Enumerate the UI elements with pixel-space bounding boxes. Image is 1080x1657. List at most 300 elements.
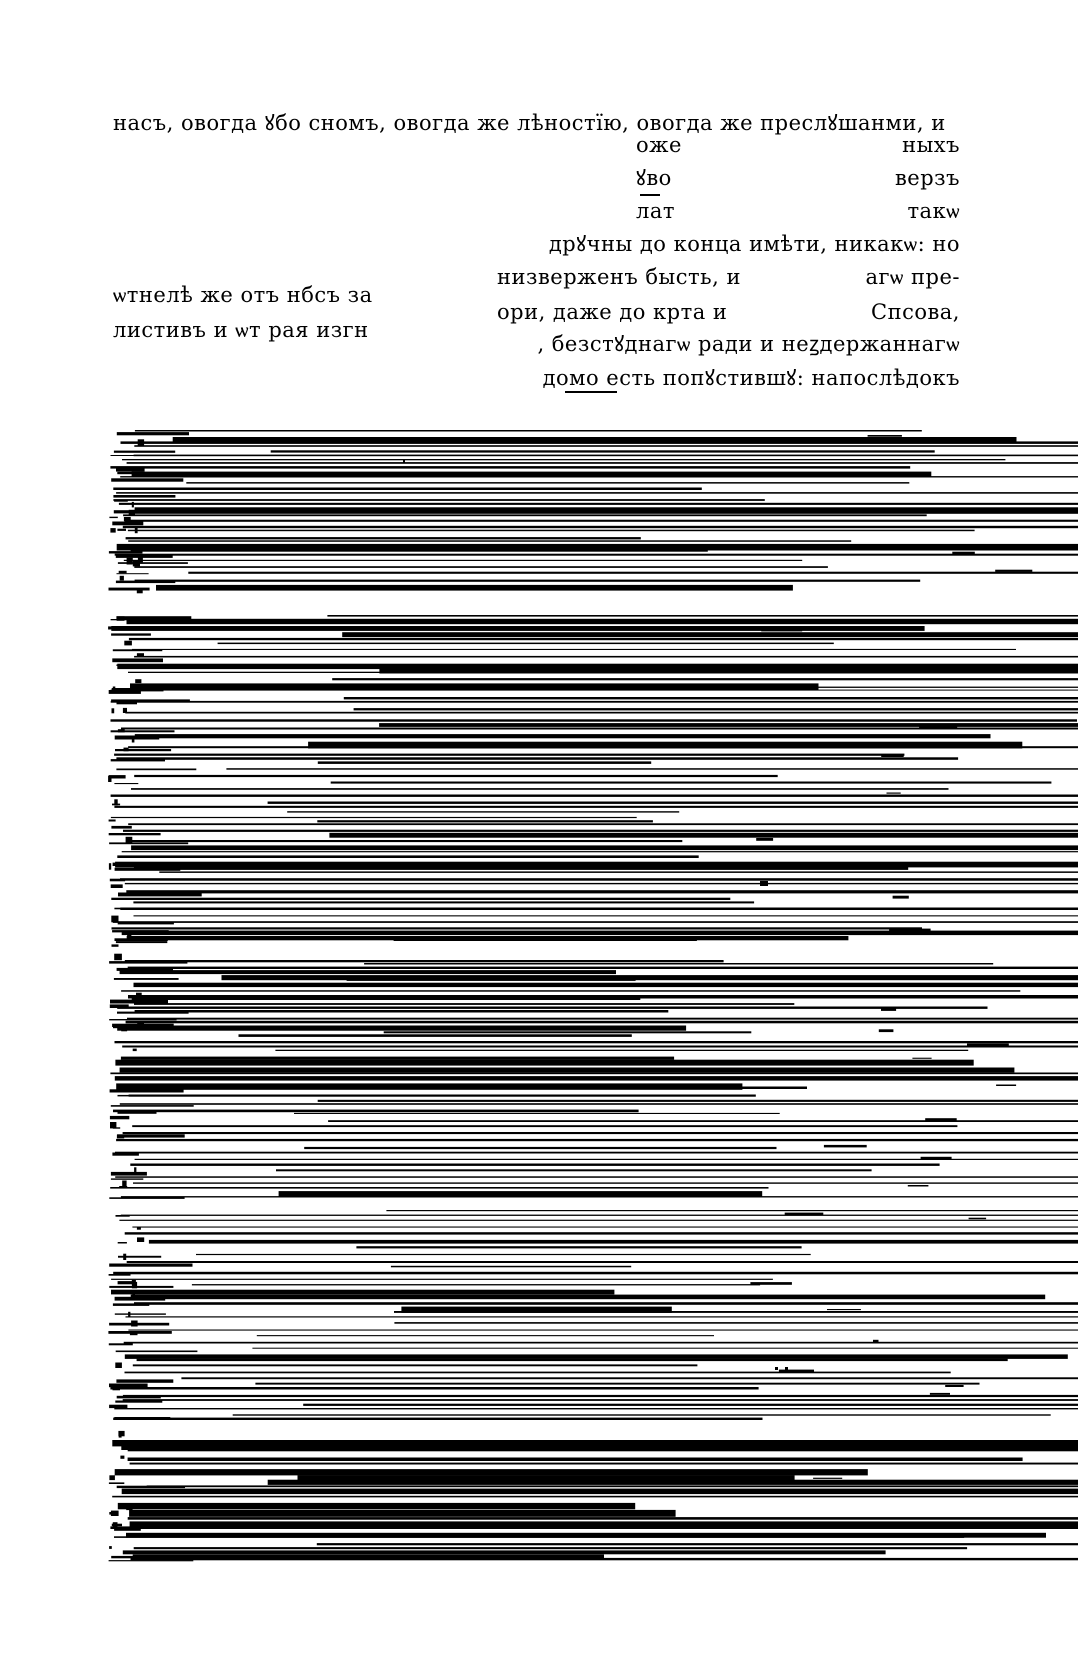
scan-line xyxy=(116,665,127,666)
scan-line xyxy=(125,960,724,962)
scan-line xyxy=(111,759,165,761)
scan-line xyxy=(117,1135,124,1139)
scan-line xyxy=(128,1312,130,1317)
scan-line xyxy=(122,1181,126,1187)
scan-line xyxy=(131,788,949,790)
scan-line xyxy=(226,768,1078,770)
scan-line xyxy=(124,517,131,521)
scan-line xyxy=(110,1122,116,1128)
scan-line xyxy=(128,672,1078,673)
scan-line xyxy=(108,776,111,782)
scan-line xyxy=(114,1408,1078,1409)
scan-line xyxy=(138,439,144,445)
scan-line xyxy=(115,1041,1079,1043)
scan-line xyxy=(123,708,127,713)
scan-line xyxy=(287,811,679,812)
scan-line xyxy=(123,1254,126,1260)
scan-line xyxy=(132,1087,807,1090)
scan-line xyxy=(129,638,1078,640)
scan-line xyxy=(109,1019,176,1020)
text-line-8: , безстꙋднагѡ ради и неꙁдержаннагѡ xyxy=(537,332,960,356)
scan-line xyxy=(134,445,1078,447)
scan-line xyxy=(133,1182,1078,1183)
scan-line xyxy=(127,619,1079,624)
scan-line xyxy=(113,863,194,866)
scan-line xyxy=(252,1348,1078,1349)
scan-line xyxy=(135,507,1078,514)
text-line-6-middle: низверженъ бысть, и xyxy=(497,265,741,289)
scan-line xyxy=(394,939,697,941)
scan-line xyxy=(135,526,138,533)
scan-line xyxy=(133,1049,137,1052)
scan-line xyxy=(116,1215,130,1217)
scan-line xyxy=(127,935,131,938)
scan-line xyxy=(109,1475,115,1480)
scan-line xyxy=(118,1431,124,1436)
scan-line xyxy=(137,1023,144,1028)
text-line-9: домо есть попꙋстившꙋ: напослѣдокъ xyxy=(542,366,960,390)
scan-line xyxy=(126,1316,1079,1317)
scan-line xyxy=(113,1272,1078,1275)
scan-line xyxy=(109,1323,169,1326)
scan-line xyxy=(120,908,1078,911)
scan-line xyxy=(111,701,1078,703)
scan-line xyxy=(111,1279,773,1280)
scan-line xyxy=(116,581,175,584)
scan-line xyxy=(750,1282,792,1285)
scan-line xyxy=(109,820,116,822)
scan-line xyxy=(114,799,117,805)
scan-line xyxy=(239,1034,632,1037)
scan-line xyxy=(109,1274,131,1276)
scan-line xyxy=(128,1450,1078,1452)
scan-line xyxy=(218,643,834,645)
scan-line xyxy=(115,1469,868,1475)
scan-line xyxy=(134,566,828,568)
scan-line xyxy=(945,1385,963,1387)
scan-line xyxy=(112,1496,1078,1498)
scan-line xyxy=(196,1254,811,1255)
scan-line xyxy=(181,1377,1078,1379)
scan-line xyxy=(912,1058,931,1059)
scan-line xyxy=(128,1330,1078,1331)
scan-line xyxy=(109,1405,127,1408)
scan-line xyxy=(122,459,1005,460)
scan-line xyxy=(131,550,708,551)
scan-line xyxy=(109,1560,194,1561)
scan-line xyxy=(132,502,134,508)
scan-line xyxy=(257,1335,714,1336)
text-line-5: дрꙋчны до конца имѣти, никакѡ: но xyxy=(548,232,960,256)
scan-line xyxy=(109,517,117,518)
scan-line xyxy=(121,441,1079,444)
text-line-3-left: ꙋво xyxy=(636,166,672,190)
scan-line xyxy=(115,749,171,751)
scan-line xyxy=(995,570,1032,572)
scan-line xyxy=(268,802,1078,804)
scan-line xyxy=(118,893,202,897)
scan-line xyxy=(131,845,1078,850)
scan-line xyxy=(114,754,904,756)
scan-line xyxy=(126,837,133,844)
scan-line xyxy=(110,466,910,469)
scan-line xyxy=(275,1050,968,1051)
text-line-1: насъ, овогда ꙋбо сномъ, овогда же лѣностїю, овогда же преслꙋшанми, и xyxy=(113,111,946,135)
scan-line xyxy=(111,826,131,829)
scan-line xyxy=(879,1029,894,1032)
scan-line xyxy=(137,590,143,593)
scan-line xyxy=(124,560,802,561)
scan-line xyxy=(116,1379,173,1382)
scan-line xyxy=(318,1100,1078,1102)
scan-line xyxy=(125,1354,1068,1359)
scan-line xyxy=(112,658,163,662)
scan-line xyxy=(268,1480,1078,1485)
scan-line xyxy=(112,1153,138,1156)
scan-line xyxy=(116,555,173,558)
scan-line xyxy=(109,1343,133,1345)
text-line-3-right: верзъ xyxy=(894,166,960,190)
scan-line xyxy=(135,1010,669,1013)
scan-line xyxy=(115,1152,1078,1154)
scan-line xyxy=(125,1232,1078,1234)
scan-line xyxy=(109,842,188,844)
scan-line xyxy=(785,1213,824,1216)
scan-line xyxy=(115,554,1078,556)
scan-line xyxy=(111,478,183,481)
scan-line xyxy=(119,503,1078,505)
scan-line xyxy=(111,455,170,456)
scan-line xyxy=(881,1008,896,1011)
scan-line xyxy=(116,492,1078,494)
scan-line xyxy=(117,1012,189,1014)
scan-line xyxy=(127,1018,1078,1020)
scan-line xyxy=(127,558,133,565)
scan-line xyxy=(109,1546,112,1549)
scan-line xyxy=(138,557,143,562)
scan-line xyxy=(779,1370,814,1373)
scan-line xyxy=(967,1044,1009,1046)
scan-line xyxy=(123,1550,886,1554)
scan-line xyxy=(117,1486,185,1488)
scan-line xyxy=(121,1057,674,1060)
scan-line xyxy=(317,1543,1078,1545)
scan-line xyxy=(364,963,993,965)
scan-line xyxy=(128,1458,1023,1462)
scan-line xyxy=(827,1309,861,1310)
scan-line xyxy=(112,708,115,713)
scan-line xyxy=(893,896,909,899)
scan-line xyxy=(109,551,143,553)
scan-line xyxy=(127,462,1078,464)
scan-line xyxy=(223,687,1078,688)
scan-line xyxy=(147,1485,1078,1487)
scan-line xyxy=(128,540,851,542)
scan-line xyxy=(115,938,168,941)
scan-line xyxy=(344,697,1078,699)
scan-line xyxy=(131,1558,1079,1560)
scan-line xyxy=(115,868,181,871)
scan-line xyxy=(331,782,1052,784)
scan-line xyxy=(873,1340,879,1342)
scan-line xyxy=(109,690,141,694)
scan-line xyxy=(122,931,1078,936)
scan-line xyxy=(111,884,123,888)
scan-line xyxy=(131,840,682,842)
scan-line xyxy=(117,472,143,474)
scan-line xyxy=(134,915,1079,916)
scan-line xyxy=(121,1215,1078,1216)
scan-line xyxy=(111,1172,147,1176)
scan-line xyxy=(137,1227,141,1230)
scan-line xyxy=(356,1246,801,1248)
scan-line xyxy=(114,1527,141,1531)
scan-line xyxy=(134,866,908,870)
scan-line xyxy=(132,649,1016,650)
scan-line xyxy=(115,1297,166,1301)
scan-line xyxy=(131,1321,138,1327)
scan-line xyxy=(114,451,175,453)
scan-line xyxy=(121,1506,125,1509)
scan-line xyxy=(135,580,921,582)
scan-line xyxy=(109,1512,112,1515)
scan-line xyxy=(919,726,957,728)
scan-line xyxy=(118,729,125,732)
scan-line xyxy=(117,855,698,858)
scan-line xyxy=(110,1000,168,1004)
text-line-4-right: такѡ xyxy=(907,199,960,223)
text-line-7-right: Спсова, xyxy=(871,300,960,324)
scan-line xyxy=(394,1322,1078,1324)
text-line-7-middle: ори, даже до крта и xyxy=(497,300,728,324)
scan-line xyxy=(159,871,1078,873)
scan-line xyxy=(119,1220,1078,1221)
scan-line xyxy=(329,833,1078,838)
scan-line xyxy=(113,1387,121,1391)
scan-line xyxy=(111,795,1078,797)
scan-line xyxy=(186,482,909,484)
scan-line xyxy=(113,921,1078,923)
scan-line xyxy=(113,1418,762,1420)
scan-line xyxy=(327,615,1078,617)
scan-line xyxy=(135,430,922,432)
scan-line xyxy=(113,488,702,491)
scan-line xyxy=(271,450,935,452)
scan-line xyxy=(133,1364,698,1366)
scan-line xyxy=(898,864,935,866)
scan-line xyxy=(120,476,1078,477)
scan-line xyxy=(129,1095,756,1097)
scan-line xyxy=(111,817,637,818)
scan-line xyxy=(114,908,181,910)
text-line-6-right: агѡ пре- xyxy=(865,265,960,289)
scan-line xyxy=(111,1178,143,1179)
scan-line xyxy=(136,993,142,997)
text-line-4-left: лат xyxy=(636,199,675,223)
scan-line xyxy=(111,1290,614,1295)
scan-line xyxy=(132,998,641,1000)
scan-line xyxy=(110,879,125,882)
scan-line xyxy=(134,455,1078,457)
scan-line xyxy=(121,1196,1078,1197)
scan-line xyxy=(135,679,141,683)
scan-line xyxy=(120,1103,1078,1105)
scan-line xyxy=(328,1120,1078,1122)
scan-line xyxy=(137,653,144,657)
scan-line xyxy=(121,728,1078,730)
scan-line xyxy=(115,1401,162,1403)
scan-line xyxy=(117,573,149,574)
scan-line xyxy=(134,983,1079,987)
text-line-6-left: ѡтнелѣ же отъ нбсъ за xyxy=(113,283,373,307)
scan-line xyxy=(132,1125,957,1127)
scan-line xyxy=(149,1240,1078,1244)
scan-line xyxy=(120,576,124,581)
scan-line xyxy=(115,1076,1078,1081)
scan-line xyxy=(114,510,140,513)
scan-line xyxy=(394,1311,1078,1313)
scan-line xyxy=(112,944,119,946)
scan-line xyxy=(124,520,1078,522)
text-line-2-right: ныхъ xyxy=(902,133,960,157)
scan-line xyxy=(110,528,115,533)
scan-line xyxy=(122,1046,1078,1048)
scan-line xyxy=(125,883,1078,884)
scan-line xyxy=(117,1026,686,1031)
scan-line xyxy=(110,1187,768,1189)
scan-line xyxy=(887,793,901,794)
scan-line xyxy=(125,1372,951,1374)
scan-line xyxy=(128,967,1078,969)
text-line-7-left: листивъ и ѡт рая изгн xyxy=(113,318,369,342)
scan-line xyxy=(379,723,1078,727)
scan-line xyxy=(756,838,773,841)
scan-line xyxy=(111,1105,194,1107)
scan-line xyxy=(354,708,1078,710)
scan-line xyxy=(131,1295,1045,1300)
scan-line xyxy=(121,1025,127,1031)
scan-line xyxy=(132,1280,136,1285)
scan-line xyxy=(115,1363,122,1369)
scan-line xyxy=(116,769,196,771)
scan-line xyxy=(134,1003,794,1005)
scan-line xyxy=(117,544,1078,551)
scan-line xyxy=(118,922,174,925)
scan-line xyxy=(109,1286,173,1288)
scan-line xyxy=(122,1489,1078,1495)
scan-line xyxy=(113,1522,118,1528)
scan-line xyxy=(119,571,127,573)
scan-line xyxy=(384,1031,752,1033)
scan-line xyxy=(112,927,923,929)
scan-line xyxy=(113,1303,149,1306)
scan-line xyxy=(391,1266,631,1268)
scan-line xyxy=(113,1110,639,1113)
scan-line xyxy=(114,954,122,961)
scan-line xyxy=(403,460,405,463)
scan-line xyxy=(115,1060,973,1066)
scan-line xyxy=(969,1218,987,1220)
scan-line xyxy=(114,783,138,784)
scan-line xyxy=(113,495,175,498)
scan-line xyxy=(889,929,931,932)
scan-line xyxy=(130,1463,1078,1465)
scan-line xyxy=(128,530,975,532)
scan-line xyxy=(110,1116,129,1119)
scan-line xyxy=(111,626,924,631)
scan-line xyxy=(116,1351,198,1353)
scan-line xyxy=(120,1456,124,1459)
scan-line xyxy=(116,1060,123,1063)
scan-line xyxy=(930,1393,950,1395)
scan-line xyxy=(130,1333,138,1335)
scan-line xyxy=(192,1284,760,1285)
scan-line xyxy=(110,1387,758,1390)
scan-line xyxy=(129,1510,676,1517)
scan-line xyxy=(117,702,138,705)
scan-line xyxy=(925,1118,957,1121)
scan-line xyxy=(113,687,116,690)
scan-line xyxy=(114,500,128,501)
scan-line xyxy=(118,1503,635,1509)
scan-line xyxy=(113,649,163,651)
scan-line xyxy=(120,1068,1015,1073)
scan-line xyxy=(111,898,730,900)
scan-line xyxy=(156,585,793,591)
scan-line xyxy=(303,1404,1078,1406)
scan-line xyxy=(115,1313,166,1314)
scan-line xyxy=(123,1399,1078,1401)
scan-line xyxy=(116,1139,1078,1141)
scan-line xyxy=(126,890,1078,893)
scan-line xyxy=(109,1264,192,1267)
scan-line xyxy=(112,522,143,526)
scan-line xyxy=(122,851,1078,852)
scan-line xyxy=(124,748,129,752)
scan-line xyxy=(109,961,187,964)
scan-line xyxy=(109,1197,184,1199)
scan-line xyxy=(123,1132,1078,1134)
scan-line xyxy=(132,736,135,743)
scan-line xyxy=(128,1517,1078,1520)
scan-line xyxy=(881,755,904,757)
scan-line xyxy=(761,630,802,631)
text-line-2-left: оже xyxy=(636,133,682,157)
scan-line xyxy=(126,1021,1078,1024)
scan-line xyxy=(116,941,167,943)
scan-line xyxy=(137,1359,1008,1361)
scan-line xyxy=(317,820,653,822)
scan-line xyxy=(304,1147,776,1149)
scan-line xyxy=(128,746,1078,748)
scan-line xyxy=(133,901,754,903)
scan-line xyxy=(124,641,132,646)
scan-line xyxy=(132,1294,135,1298)
scan-line xyxy=(126,1506,132,1510)
scan-line xyxy=(123,830,1078,832)
scan-line xyxy=(124,1342,1078,1344)
scan-line xyxy=(785,1367,788,1370)
scan-line xyxy=(115,736,160,740)
scan-line xyxy=(130,1521,1078,1527)
scan-line xyxy=(108,626,130,629)
scan-line xyxy=(115,1176,1078,1178)
scan-line xyxy=(824,1145,867,1148)
scan-line xyxy=(123,1395,1078,1397)
scan-line xyxy=(996,1085,1016,1087)
scan-line xyxy=(111,916,118,923)
scan-line xyxy=(134,1167,136,1173)
